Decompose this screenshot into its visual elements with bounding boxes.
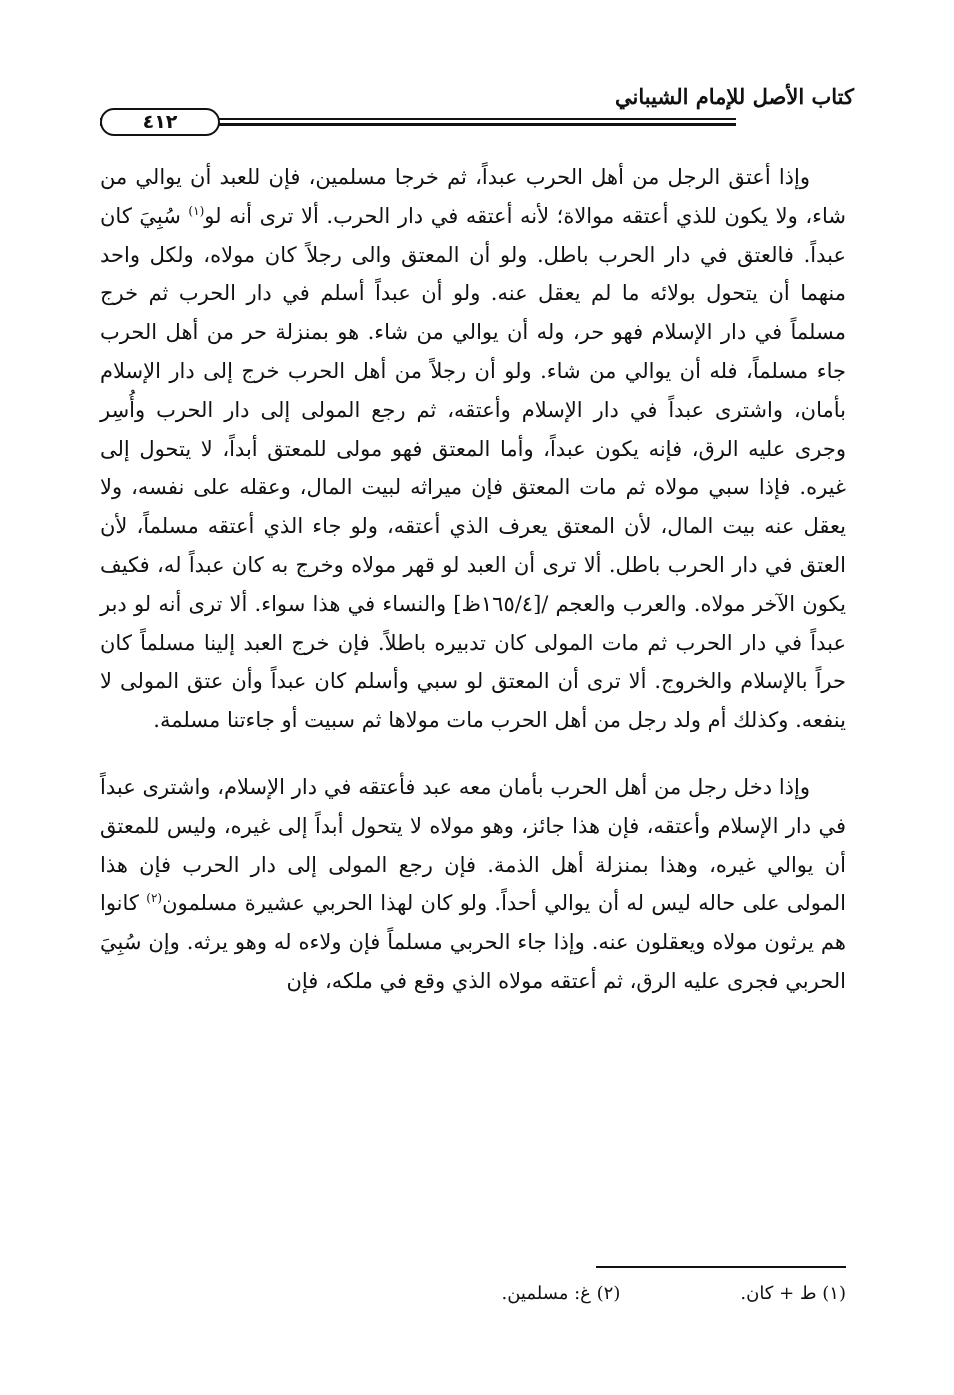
paragraph-1 [100,158,846,740]
page-number-badge [100,108,220,136]
footnote-ref-2: (٢) [146,891,163,906]
paragraph-2-text-a: وإذا دخل رجل من أهل الحرب بأمان معه عبد فأعتقه في دار الإسلام، واشترى عبداً في دار الإسلام وأعتقه، فإن هذا جائز، وهو مولاه لا يتحول أبداً إلى غيره، وليس للمعتق أن يوالي غيره، وهذا بمنزلة أهل الذمة. فإن رجع المولى إلى دار الحرب فإن هذا المولى على حاله ليس له أن يوالي أحداً. ولو كان لهذا الحربي عشيرة مسلمون [100,774,846,916]
footnote-2 [501,1283,620,1304]
page-header [100,78,854,148]
book-title: كتاب الأصل للإمام الشيباني [615,84,854,109]
paragraph-2 [100,768,846,1001]
paragraph-1-text-a: وإذا أعتق الرجل من أهل الحرب عبداً، ثم خرجا مسلمين، فإن للعبد أن يوالي من شاء، ولا يكون للذي أعتقه موالاة؛ لأنه أعتقه في دار الحرب. ألا ترى أنه لو [100,165,846,228]
footnote-2-number: (٢) [596,1283,621,1304]
page-number: ٤١٢ [142,111,178,133]
paragraph-2-text-b: كانوا هم يرثون مولاه ويعقلون عنه. وإذا جاء الحربي مسلماً فإن ولاءه له وهو يرثه. وإن سُبِيَ الحربي فجرى عليه الرق، ثم أعتقه مولاه الذي وقع في ملكه، فإن [100,891,846,993]
paragraph-1-text-b: سُبِيَ كان عبداً. فالعتق في دار الحرب باطل. ولو أن المعتق والى رجلاً كان مولاه، ولكل واحد منهما أن يتحول بولائه ما لم يعقل عنه. ولو أن عبداً أسلم في دار الحرب ثم خرج مسلماً في دار الإسلام فهو حر، وله أن يوالي من شاء. هو بمنزلة حر من أهل الحرب جاء مسلماً، فله أن يوالي من شاء. ولو أن رجلاً من أهل الحرب خرج إلى دار الإسلام بأمان، واشترى عبداً في دار الإسلام وأعتقه، ثم رجع المولى إلى دار الحرب وأُسِر وجرى عليه الرق، فإنه يكون عبداً، وأما المعتق فهو مولى للمعتق أبداً، لا يتحول إلى غيره. فإذا سبي مولاه ثم مات المعتق فإن ميراثه لبيت المال، وعقله على نفسه، ولا يعقل عنه بيت المال، لأن المعتق يعرف الذي أعتقه، ولو جاء الذي أعتقه مسلماً، لأن العتق في دار الحرب باطل. ألا ترى أن العبد لو قهر مولاه وخرج به كان عبداً له، فكيف يكون الآخر مولاه. والعرب والعجم /[١٦٥/٤ظ] والنساء في هذا سواء. ألا ترى أنه لو دبر عبداً في دار الحرب ثم مات المولى كان تدبيره باطلاً. فإن خرج العبد إلينا مسلماً كان حراً بالإسلام والخروج. ألا ترى أن المعتق لو سبي وأسلم كان عبداً وأن عتق المولى لا ينفعه. وكذلك أم ولد رجل من أهل الحرب مات مولاها ثم سبيت أو جاءتنا مسلمة. [100,203,846,733]
footnotes [300,1283,846,1304]
footnote-divider [596,1266,846,1268]
main-text [100,158,846,1001]
footnote-2-text: غ: مسلمين. [501,1283,597,1304]
footnote-1 [740,1283,846,1304]
footnote-ref-1: (١) [188,203,205,218]
footnote-1-text: ط + كان. [740,1283,823,1304]
footnote-1-number: (١) [822,1283,846,1304]
